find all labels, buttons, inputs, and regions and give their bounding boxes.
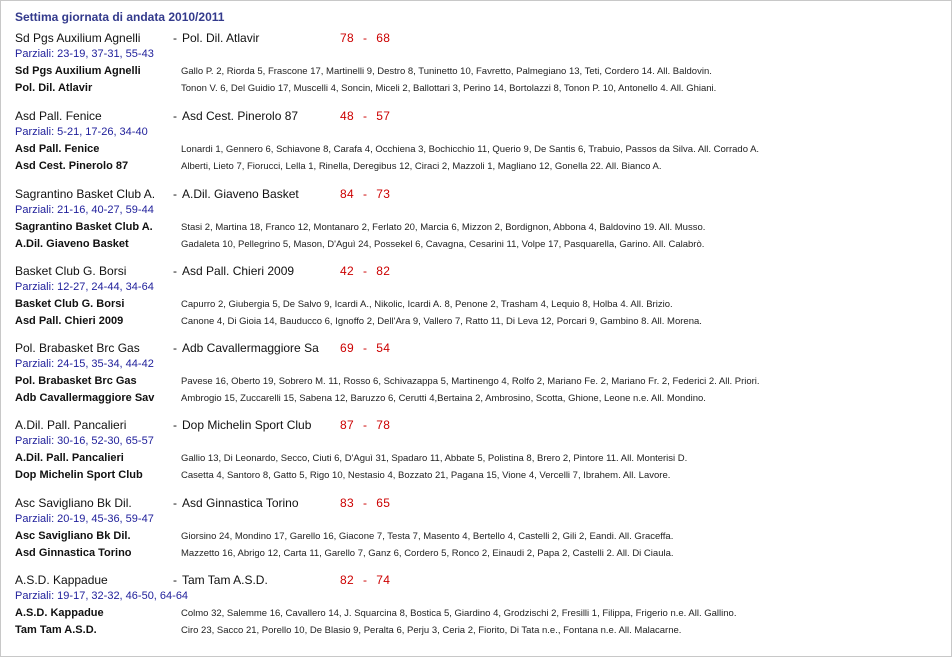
quarter-scores: Parziali: 23-19, 37-31, 55-43 [15, 48, 154, 60]
quarter-scores: Parziali: 12-27, 24-44, 34-64 [15, 281, 154, 293]
player-list: Tonon V. 6, Del Guidio 17, Muscelli 4, Soncin, Miceli 2, Ballottari 3, Perino 14, Bortolazzi 8, Tonon P. 10, Antonello 4. All. Ghiani. [181, 83, 717, 94]
lineup-team-name: Asc Savigliano Bk Dil. [15, 530, 131, 542]
player-list: Gadaleta 10, Pellegrino 5, Mason, D'Aguì 24, Possekel 6, Cavagna, Cesarini 11, Volpe 17, Pasquarella, Garino. All. Calabrò. [181, 239, 705, 250]
quarter-scores: Parziali: 30-16, 52-30, 65-57 [15, 435, 154, 447]
player-list: Gallio 13, Di Leonardo, Secco, Ciuti 6, D'Aguì 31, Spadaro 11, Abbate 5, Polistina 8, Brero 2, Pintore 11. All. Monterisi D. [181, 453, 688, 464]
quarter-scores: Parziali: 5-21, 17-26, 34-40 [15, 126, 148, 138]
game-block [15, 109, 940, 179]
away-team-name: Tam Tam A.S.D. [182, 573, 268, 587]
final-score [340, 341, 390, 355]
team-separator: - [173, 496, 177, 510]
away-team-name: A.Dil. Giaveno Basket [182, 187, 299, 201]
final-score [340, 109, 390, 123]
team-separator: - [173, 187, 177, 201]
away-team-name: Pol. Dil. Atlavir [182, 31, 260, 45]
game-block [15, 264, 940, 334]
lineup-team-name: Pol. Dil. Atlavir [15, 82, 93, 94]
game-block [15, 496, 940, 566]
final-score [340, 264, 390, 278]
home-team-name: Sd Pgs Auxilium Agnelli [15, 31, 141, 45]
player-list: Capurro 2, Giubergia 5, De Salvo 9, Icardi A., Nikolic, Icardi A. 8, Penone 2, Trasham 4, Lequio 8, Holba 4. All. Brizio. [181, 299, 673, 310]
final-score [340, 187, 390, 201]
home-score: 78 [340, 31, 354, 45]
away-score: 82 [376, 264, 391, 278]
lineup-team-name: A.Dil. Pall. Pancalieri [15, 452, 124, 464]
team-separator: - [173, 264, 177, 278]
away-team-name: Asd Ginnastica Torino [182, 496, 299, 510]
home-score: 83 [340, 496, 354, 510]
game-block [15, 418, 940, 488]
game-block [15, 31, 940, 101]
home-score: 87 [340, 418, 354, 432]
player-list: Stasi 2, Martina 18, Franco 12, Montanaro 2, Ferlato 20, Marcia 6, Mizzon 2, Bordignon, Abbona 4, Baldovino 19. All. Musso. [181, 222, 706, 233]
quarter-scores: Parziali: 21-16, 40-27, 59-44 [15, 204, 154, 216]
quarter-scores: Parziali: 20-19, 45-36, 59-47 [15, 513, 154, 525]
player-list: Colmo 32, Salemme 16, Cavallero 14, J. Squarcina 8, Bostica 5, Giardino 4, Grodzischi 2, Fresilli 1, Filippa, Frigerio n.e. All. Gallino. [181, 608, 737, 619]
lineup-team-name: Adb Cavallermaggiore Sav [15, 392, 155, 404]
home-team-name: A.S.D. Kappadue [15, 573, 108, 587]
away-team-name: Asd Pall. Chieri 2009 [182, 264, 295, 278]
team-separator: - [173, 573, 177, 587]
score-separator: - [362, 341, 368, 355]
player-list: Lonardi 1, Gennero 6, Schiavone 8, Carafa 4, Occhiena 3, Bochicchio 11, Querio 9, De Santis 6, Trabuio, Passos da Silva. All. Corrado A. [181, 144, 760, 155]
score-separator: - [362, 109, 368, 123]
home-score: 82 [340, 573, 354, 587]
player-list: Ciro 23, Sacco 21, Porello 10, De Blasio 9, Peralta 6, Perju 3, Ceria 2, Fiorito, Di Tata n.e., Fontana n.e. All. Malacarne. [181, 625, 682, 636]
team-separator: - [173, 418, 177, 432]
lineup-team-name: Tam Tam A.S.D. [15, 624, 97, 636]
player-list: Alberti, Lieto 7, Fiorucci, Lella 1, Rinella, Deregibus 12, Ciraci 2, Mazzoli 1, Magliano 12, Gonella 22. All. Bianco A. [181, 161, 662, 172]
final-score [340, 31, 390, 45]
away-team-name: Adb Cavallermaggiore Sa [182, 341, 319, 355]
away-score: 73 [376, 187, 391, 201]
lineup-team-name: Dop Michelin Sport Club [15, 469, 143, 481]
home-team-name: A.Dil. Pall. Pancalieri [15, 418, 127, 432]
score-separator: - [362, 264, 368, 278]
home-score: 84 [340, 187, 354, 201]
lineup-team-name: Asd Ginnastica Torino [15, 547, 132, 559]
player-list: Pavese 16, Oberto 19, Sobrero M. 11, Rosso 6, Schivazappa 5, Martinengo 4, Rolfo 2, Mariano Fe. 2, Mariano Fr. 2, Federici 2. All. Priori. [181, 376, 760, 387]
lineup-team-name: Asd Pall. Chieri 2009 [15, 315, 124, 327]
away-score: 57 [376, 109, 391, 123]
home-team-name: Pol. Brabasket Brc Gas [15, 341, 140, 355]
away-score: 74 [376, 573, 391, 587]
team-separator: - [173, 31, 177, 45]
lineup-team-name: Sagrantino Basket Club A. [15, 221, 153, 233]
lineup-team-name: Pol. Brabasket Brc Gas [15, 375, 137, 387]
home-team-name: Asc Savigliano Bk Dil. [15, 496, 132, 510]
lineup-team-name: Sd Pgs Auxilium Agnelli [15, 65, 141, 77]
score-separator: - [362, 418, 368, 432]
home-score: 42 [340, 264, 354, 278]
lineup-team-name: A.S.D. Kappadue [15, 607, 104, 619]
final-score [340, 418, 390, 432]
away-score: 78 [376, 418, 391, 432]
away-score: 54 [376, 341, 391, 355]
quarter-scores: Parziali: 19-17, 32-32, 46-50, 64-64 [15, 590, 189, 602]
final-score [340, 496, 390, 510]
page-title: Settima giornata di andata 2010/2011 [15, 10, 225, 24]
lineup-team-name: A.Dil. Giaveno Basket [15, 238, 129, 250]
away-score: 65 [376, 496, 391, 510]
game-block [15, 187, 940, 257]
home-score: 48 [340, 109, 354, 123]
score-separator: - [362, 496, 368, 510]
player-list: Mazzetto 16, Abrigo 12, Carta 11, Garello 7, Ganz 6, Cordero 5, Ronco 2, Einaudi 2, Papa 2, Castelli 2. All. Di Ciaula. [181, 548, 674, 559]
away-team-name: Asd Cest. Pinerolo 87 [182, 109, 299, 123]
player-list: Giorsino 24, Mondino 17, Garello 16, Giacone 7, Testa 7, Masento 4, Bertello 4, Castelli 2, Gili 2, Eandi. All. Graceffa. [181, 531, 674, 542]
away-team-name: Dop Michelin Sport Club [182, 418, 312, 432]
team-separator: - [173, 109, 177, 123]
home-team-name: Asd Pall. Fenice [15, 109, 102, 123]
final-score [340, 573, 390, 587]
score-separator: - [362, 573, 368, 587]
lineup-team-name: Asd Pall. Fenice [15, 143, 100, 155]
player-list: Ambrogio 15, Zuccarelli 15, Sabena 12, Baruzzo 6, Cerutti 4,Bertaina 2, Ambrosino, Scotta, Ghione, Leone n.e. All. Mondino. [181, 393, 706, 404]
player-list: Gallo P. 2, Riorda 5, Frascone 17, Martinelli 9, Destro 8, Tuninetto 10, Favretto, Palmegiano 13, Teti, Cordero 14. All. Baldovin. [181, 66, 712, 77]
home-team-name: Basket Club G. Borsi [15, 264, 127, 278]
away-score: 68 [376, 31, 391, 45]
game-block [15, 573, 940, 643]
home-team-name: Sagrantino Basket Club A. [15, 187, 156, 201]
lineup-team-name: Asd Cest. Pinerolo 87 [15, 160, 129, 172]
team-separator: - [173, 341, 177, 355]
score-separator: - [362, 31, 368, 45]
home-score: 69 [340, 341, 354, 355]
score-separator: - [362, 187, 368, 201]
lineup-team-name: Basket Club G. Borsi [15, 298, 125, 310]
player-list: Casetta 4, Santoro 8, Gatto 5, Rigo 10, Nestasio 4, Bozzato 21, Pagana 15, Vione 4, Vercelli 7, Ibrahem. All. Lavore. [181, 470, 671, 481]
game-block [15, 341, 940, 411]
quarter-scores: Parziali: 24-15, 35-34, 44-42 [15, 358, 154, 370]
player-list: Canone 4, Di Gioia 14, Bauducco 6, Ignoffo 2, Dell'Ara 9, Vallero 7, Ratto 11, Di Leva 12, Porcari 9, Gambino 8. All. Morena. [181, 316, 702, 327]
